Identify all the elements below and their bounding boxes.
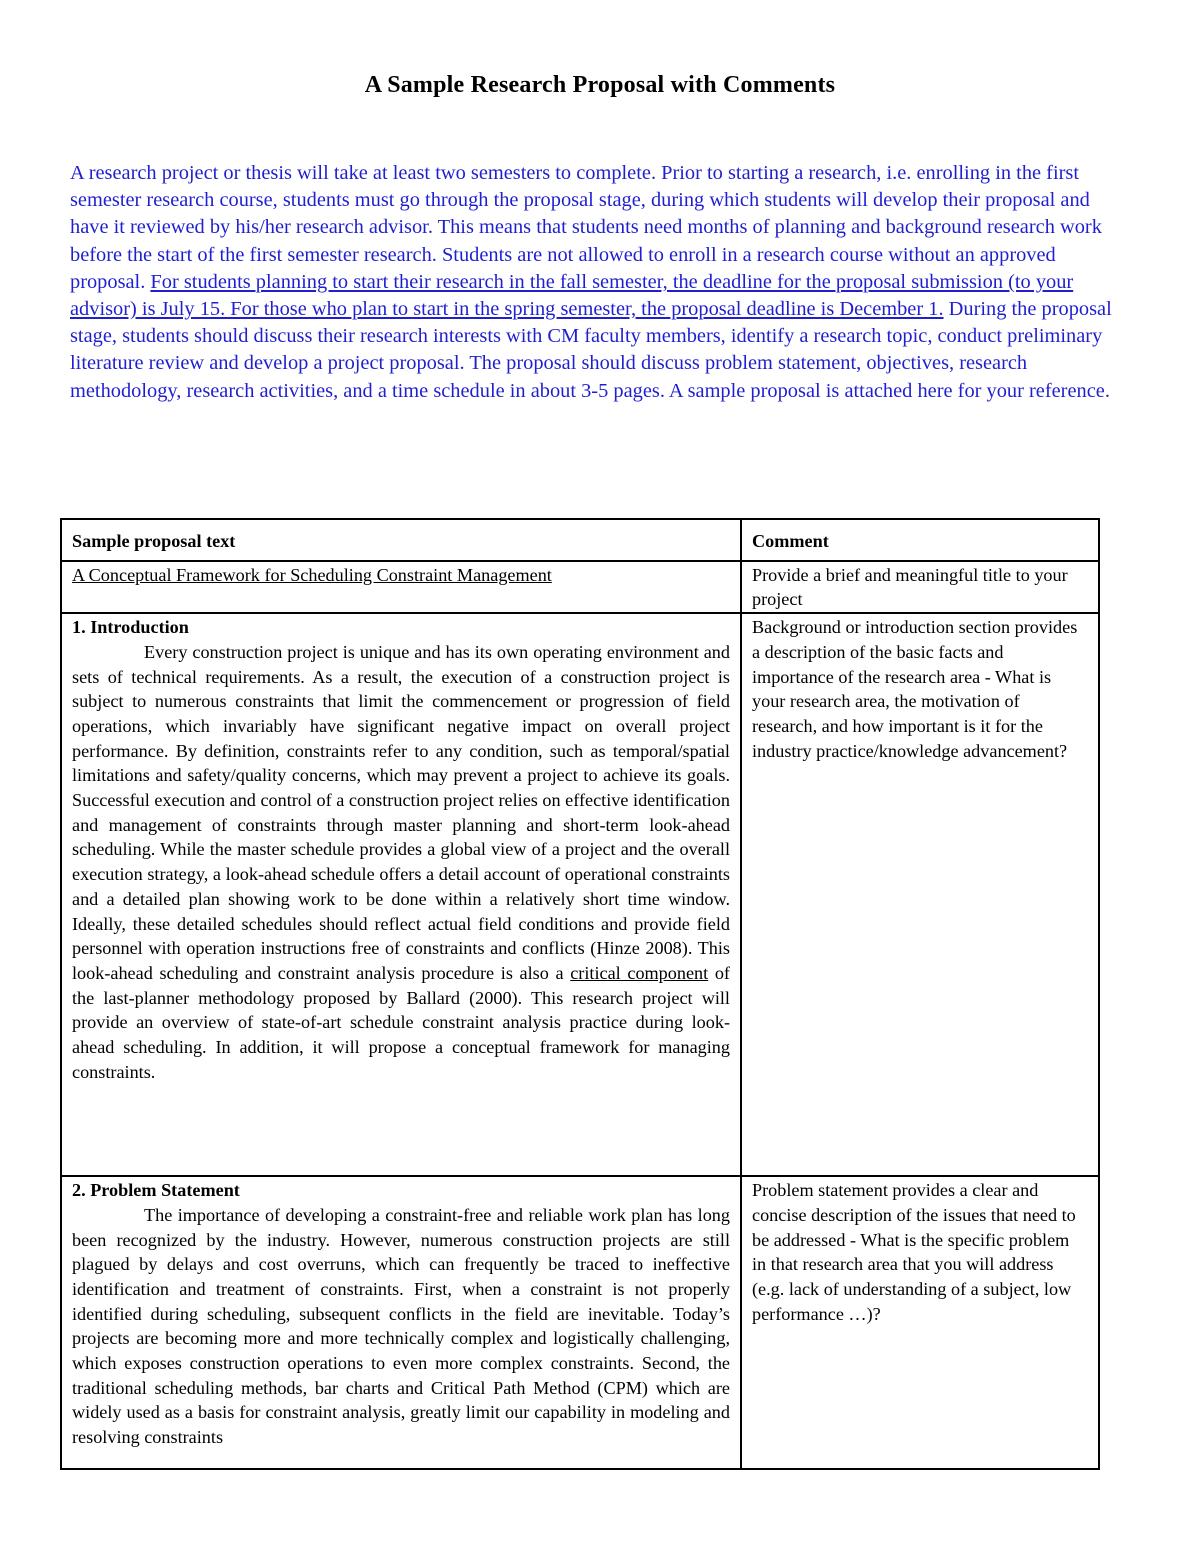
- introduction-body-a: Every construction project is unique and has its own operating environment and sets of technical requirements. As a result, the execution of a construction project is subject to numerous constraints that limit the commencement or progression of field operations, which invariably have significant negative impact on overall project performance. By definition, constraints refer to any condition, such as temporal/spatial limitations and safety/quality concerns, which may prevent a project to achieve its goals. Successful execution and control of a construction project relies on effective identification and management of constraints through master planning and short-term look-ahead scheduling. While the master schedule provides a global view of a project and the overall execution strategy, a look-ahead schedule offers a detail account of operational constraints and a detailed plan showing work to be done within a relatively short time window. Ideally, these detailed schedules should reflect actual field conditions and provide field personnel with operation instructions free of constraints and conflicts (Hinze 2008). This look-ahead scheduling and constraint analysis procedure is also a: [72, 641, 730, 983]
- table-header-row: [61, 519, 1099, 561]
- intro-text-part1: A research project or thesis will take at least two semesters to complete. Prior to starting a research, i.e. enrolling in the first semester research course, students must go through the proposal stage, during which students will develop their proposal and have it reviewed by his/her research advisor. This means that students need months of planning and background research work before the start of the first semester research. Students are not allowed to enroll in a research course without an approved proposal.: [70, 162, 1102, 293]
- problem-cell: [61, 1176, 741, 1469]
- introduction-body-b: of the last-planner methodology proposed by Ballard (2000). This research project will provide an overview of state-of-art schedule constraint analysis practice during look-ahead scheduling. In addition, it will propose a conceptual framework for managing constraints.: [72, 962, 730, 1082]
- introduction-cell: [61, 613, 741, 1176]
- introduction-comment: Background or introduction section provides a description of the basic facts and importance of the research area - What is your research area, the motivation of research, and how important is it for the industry practice/knowledge advancement?: [741, 613, 1099, 1176]
- proposal-table: [60, 518, 1100, 1470]
- table-row-title: [61, 561, 1099, 613]
- intro-text-part2: During the proposal stage, students should discuss their research interests with CM faculty members, identify a research topic, conduct preliminary literature review and develop a project proposal. The proposal should discuss problem statement, objectives, research methodology, research activities, and a time schedule in about 3-5 pages. A sample proposal is attached here for your reference.: [70, 298, 1112, 402]
- problem-comment: Problem statement provides a clear and concise description of the issues that need to be addressed - What is the specific problem in that research area that you will address (e.g. lack of understanding of a subject, low performance …)?: [741, 1176, 1099, 1469]
- header-comment: Comment: [741, 519, 1099, 561]
- intro-paragraph: [70, 160, 1122, 405]
- proposal-title-cell: [61, 561, 741, 613]
- problem-body: [72, 1203, 730, 1450]
- title-comment: Provide a brief and meaningful title to your project: [741, 561, 1099, 613]
- problem-heading: 2. Problem Statement: [72, 1180, 240, 1201]
- table-row-problem-statement: [61, 1176, 1099, 1469]
- document-title: A Sample Research Proposal with Comments: [364, 72, 836, 98]
- table-row-introduction: [61, 613, 1099, 1176]
- intro-deadline-text: For students planning to start their research in the fall semester, the deadline for the proposal submission (to your advisor) is July 15. For those who plan to start in the spring semester, the proposal deadline is December 1.: [70, 270, 1074, 321]
- introduction-heading: 1. Introduction: [72, 617, 189, 638]
- proposal-title: A Conceptual Framework for Scheduling Constraint Management: [72, 564, 552, 585]
- introduction-body-underlined: critical component: [570, 962, 709, 983]
- problem-body-text: The importance of developing a constraint-free and reliable work plan has long been recognized by the industry. However, numerous construction projects are still plagued by delays and cost overruns, which can frequently be traced to ineffective identification and treatment of constraints. First, when a constraint is not properly identified during scheduling, subsequent conflicts in the field are inevitable. Today’s projects are becoming more and more technically complex and logistically challenging, which exposes construction operations to even more complex constraints. Second, the traditional scheduling methods, bar charts and Critical Path Method (CPM) which are widely used as a basis for constraint analysis, greatly limit our capability in modeling and resolving constraints: [72, 1204, 730, 1448]
- header-sample-text: Sample proposal text: [61, 519, 741, 561]
- introduction-body: [72, 640, 730, 1085]
